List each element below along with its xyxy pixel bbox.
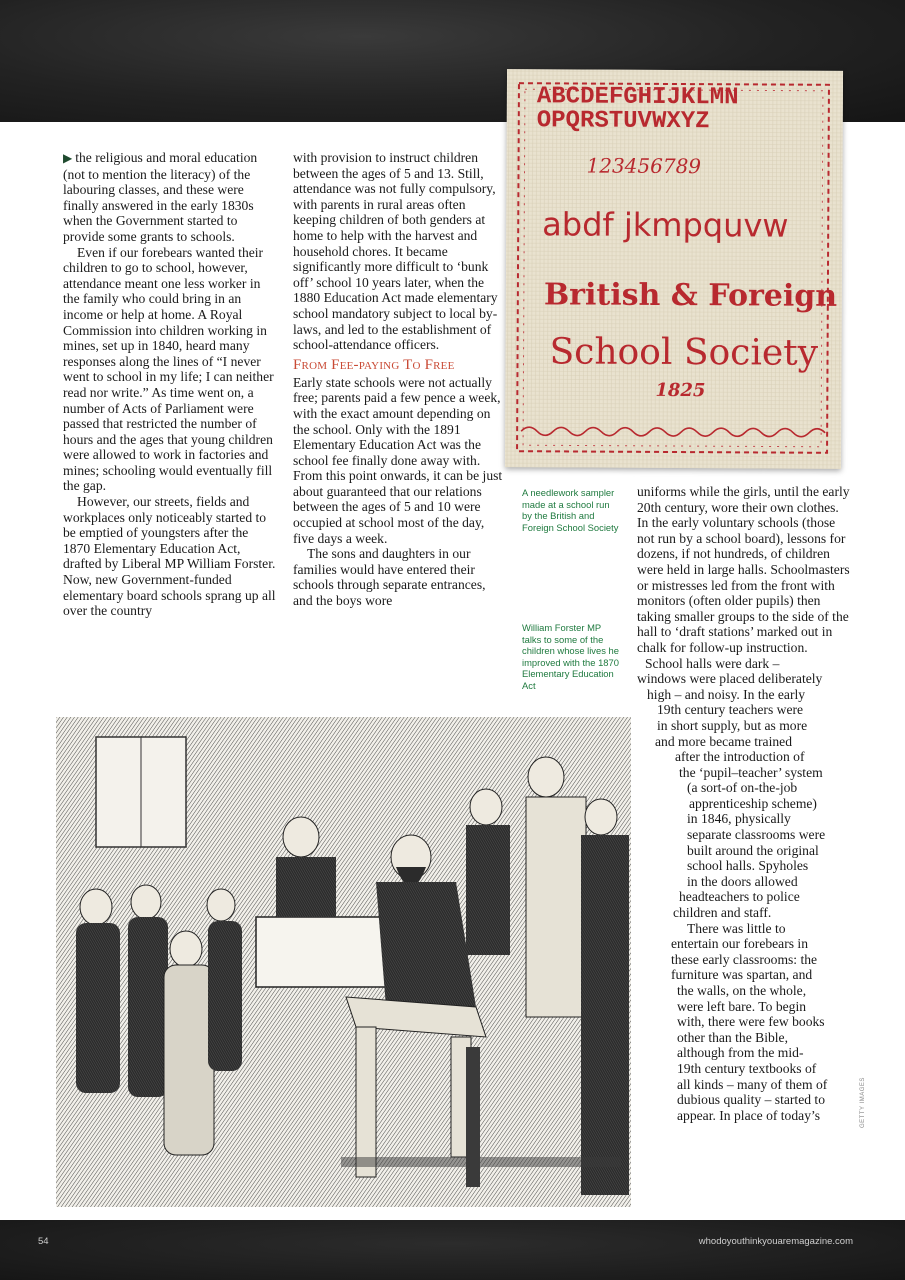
article-column-4 [637,484,852,1123]
paragraph: Early state schools were not actually free; parents paid a few pence a week, with the exact amount depending on the school. Only with the 1891 Elementary Education Act was the school fee finally done away with. From this point onwards, it can be just about guaranteed that our relations between the ages of 5 and 10 were occupied at school most of the day, five days a week. [293,374,503,546]
needlework-sampler-image [505,69,843,469]
text-line: high – and noisy. In the early [647,686,806,702]
text-line: 19th century teachers were [657,702,804,718]
paragraph: Even if our forebears wanted their children to go to school, however, attendance meant one less worker in the family who could bring in an income or help at home. A Royal Commission into children working in mines, set up in 1840, heard many responses along the lines of “I never went to school in my life; I can neither read nor write.” As time went on, a number of Acts of Parliament were passed that restricted the number of hours and the ages that young children were allowed to work in factories and mines; schooling would eventually fill the gap. [63,244,274,494]
text-line: entertain our forebears in [671,936,809,952]
text-line: these early classrooms: the [671,951,818,967]
text-line: windows were placed deliberately [637,671,823,687]
paragraph: The sons and daughters in our families would have entered their schools through separate entrances, and the boys wore [293,546,486,609]
text-line: after the introduction of [675,749,805,765]
article-column-1 [63,150,278,720]
paragraph-wrapped-2 [637,921,852,1124]
paragraph: with provision to instruct children between the ages of 5 and 13. Still, attendance was not fully compulsory, with parents in rural areas often keeping children of both genders at home to help with the harvest and household chores. It became significantly more difficult to ‘bunk off’ school 10 years later, when the 1880 Education Act made elementary school mandatory subject to local by-laws, and led to the establishment of school-attendance officers. [293,150,498,353]
text-line: headteachers to police [679,889,800,905]
page-number: 54 [38,1236,49,1247]
sampler-british-foreign: British & Foreign [543,277,838,314]
text-line: built around the original [687,842,819,858]
sampler-caption: A needlework sampler made at a school run by the British and Foreign School Society [522,487,619,533]
text-line: school halls. Spyholes [687,858,809,874]
text-line: although from the mid- [677,1045,804,1061]
text-line: appear. In place of today’s [677,1107,821,1123]
sampler-year: 1825 [655,379,706,402]
text-line: the walls, on the whole, [677,983,807,998]
text-line: in short supply, but as more [657,717,808,733]
forster-engraving-image [56,717,631,1207]
text-line: in 1846, physically [687,811,791,827]
article-column-2 [293,150,508,720]
text-line: dubious quality – started to [677,1092,826,1108]
sampler-alphabet-lower: abdf jkmpquvw [542,205,789,245]
text-line: and more became trained [655,733,792,749]
text-line: separate classrooms were [687,827,826,843]
text-line: in the doors allowed [687,873,798,889]
text-line: School halls were dark – [645,655,780,671]
text-line: were left bare. To begin [677,998,807,1014]
text-line: other than the Bible, [677,1029,788,1045]
footer-band [0,1220,905,1280]
paragraph: However, our streets, fields and workplaces only noticeably started to be emptied of youngsters after the 1870 Elementary Education Act, drafted by Liberal MP William Forster. Now, new Government-funded elementary board schools sprang up all over the country [63,494,276,619]
text-line: There was little to [687,920,786,936]
paragraph-wrapped-1 [637,656,852,921]
section-subheading: From Fee-paying To Free [293,356,455,373]
website-url: whodoyouthinkyouaremagazine.com [698,1236,853,1247]
text-line: 19th century textbooks of [677,1060,817,1076]
engraving-illustration [56,717,631,1207]
sampler-alphabet-upper: ABCDEFGHIJKLMN [536,83,739,112]
text-line: with, there were few books [677,1014,825,1030]
text-line: furniture was spartan, and [671,967,813,983]
text-line: all kinds – many of them of [677,1076,828,1092]
sampler-numbers: 123456789 [586,153,702,179]
paragraph: ▶ the religious and moral education (not to mention the literacy) of the labouring classes, and these were finally answered in the early 1830s when the Government started to provide some grants to schools. [63,150,258,244]
text-line: apprenticeship scheme) [689,795,817,811]
paragraph: uniforms while the girls, until the early 20th century, wore their own clothes. In the early voluntary schools (those not run by a school board), lessons for dozens, if not hundreds, of children were held in large halls. Schoolmasters or mistresses led from the front with monitors (often older pupils) then taking smaller groups to the side of the hall to ‘draft stations’ marked out in chalk for follow-up instruction. [637,484,850,655]
sampler-alphabet-upper-2: OPQRSTUVWXYZ [536,107,710,136]
text-line: (a sort-of on-the-job [687,780,798,796]
forster-caption: William Forster MP talks to some of the children whose lives he improved with the 1870 Elementary Education Act [522,622,619,691]
text-line: children and staff. [673,905,772,921]
continue-arrow-icon: ▶ [63,151,73,165]
photo-credit: GETTY IMAGES [860,1077,866,1128]
text-line: the ‘pupil–teacher’ system [679,764,823,780]
sampler-school-society: School Society [549,331,819,374]
